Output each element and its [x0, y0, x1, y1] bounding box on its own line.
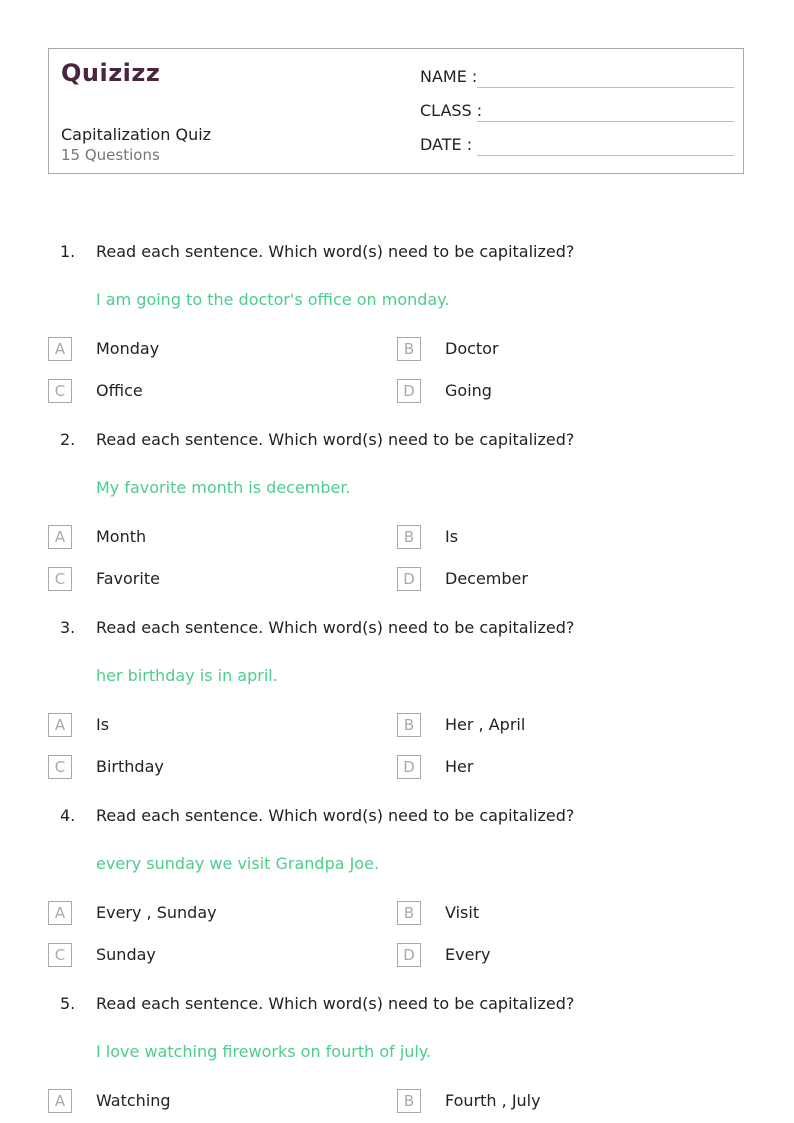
- question-prompt: Read each sentence. Which word(s) need to be capitalized?: [96, 430, 575, 449]
- name-line[interactable]: [477, 87, 734, 88]
- date-line[interactable]: [477, 155, 734, 156]
- question-prompt: Read each sentence. Which word(s) need to be capitalized?: [96, 806, 575, 825]
- question-4: [0, 806, 794, 992]
- option-text: Is: [445, 527, 459, 546]
- option-text: Visit: [445, 903, 480, 922]
- option-text: Sunday: [96, 945, 156, 964]
- question-prompt: Read each sentence. Which word(s) need to be capitalized?: [96, 242, 575, 261]
- option-text: Doctor: [445, 339, 499, 358]
- option-letter-box[interactable]: D: [397, 943, 421, 967]
- option-letter-box[interactable]: D: [397, 379, 421, 403]
- question-sentence: I am going to the doctor's office on monday.: [96, 290, 450, 309]
- date-field[interactable]: [420, 135, 734, 159]
- option-letter-box[interactable]: D: [397, 755, 421, 779]
- option-letter-box[interactable]: A: [48, 337, 72, 361]
- question-count: 15 Questions: [61, 146, 160, 164]
- option-letter-box[interactable]: C: [48, 755, 72, 779]
- option-text: Monday: [96, 339, 160, 358]
- class-label: CLASS :: [420, 101, 483, 120]
- question-number: 5.: [60, 994, 76, 1013]
- option-text: Favorite: [96, 569, 160, 588]
- option-letter-box[interactable]: B: [397, 901, 421, 925]
- option-letter-box[interactable]: B: [397, 337, 421, 361]
- option-text: Is: [96, 715, 110, 734]
- option-letter-box[interactable]: B: [397, 525, 421, 549]
- question-2: [0, 430, 794, 616]
- question-5: [0, 994, 794, 1123]
- question-sentence: My favorite month is december.: [96, 478, 351, 497]
- class-line[interactable]: [477, 121, 734, 122]
- option-letter-box[interactable]: D: [397, 567, 421, 591]
- question-prompt: Read each sentence. Which word(s) need to be capitalized?: [96, 994, 575, 1013]
- option-letter-box[interactable]: A: [48, 1089, 72, 1113]
- option-text: Birthday: [96, 757, 164, 776]
- option-text: Watching: [96, 1091, 171, 1110]
- option-letter-box[interactable]: A: [48, 525, 72, 549]
- option-text: Her , April: [445, 715, 526, 734]
- option-text: Every , Sunday: [96, 903, 217, 922]
- name-label: NAME :: [420, 67, 478, 86]
- option-text: December: [445, 569, 528, 588]
- question-3: [0, 618, 794, 804]
- quizizz-logo: Quizizz: [61, 59, 161, 87]
- option-text: Going: [445, 381, 492, 400]
- question-1: [0, 242, 794, 428]
- worksheet-header: [48, 48, 744, 174]
- question-prompt: Read each sentence. Which word(s) need to be capitalized?: [96, 618, 575, 637]
- option-text: Office: [96, 381, 143, 400]
- option-text: Month: [96, 527, 147, 546]
- question-number: 2.: [60, 430, 76, 449]
- option-text: Fourth , July: [445, 1091, 541, 1110]
- date-label: DATE :: [420, 135, 473, 154]
- class-field[interactable]: [420, 101, 734, 125]
- question-number: 4.: [60, 806, 76, 825]
- option-letter-box[interactable]: C: [48, 943, 72, 967]
- question-sentence: I love watching fireworks on fourth of july.: [96, 1042, 432, 1061]
- option-letter-box[interactable]: B: [397, 1089, 421, 1113]
- quiz-title: Capitalization Quiz: [61, 125, 212, 144]
- question-sentence: her birthday is in april.: [96, 666, 278, 685]
- question-number: 1.: [60, 242, 76, 261]
- option-letter-box[interactable]: C: [48, 379, 72, 403]
- question-number: 3.: [60, 618, 76, 637]
- option-letter-box[interactable]: A: [48, 901, 72, 925]
- option-letter-box[interactable]: B: [397, 713, 421, 737]
- option-text: Her: [445, 757, 474, 776]
- question-sentence: every sunday we visit Grandpa Joe.: [96, 854, 380, 873]
- option-letter-box[interactable]: A: [48, 713, 72, 737]
- name-field[interactable]: [420, 67, 734, 91]
- option-text: Every: [445, 945, 491, 964]
- option-letter-box[interactable]: C: [48, 567, 72, 591]
